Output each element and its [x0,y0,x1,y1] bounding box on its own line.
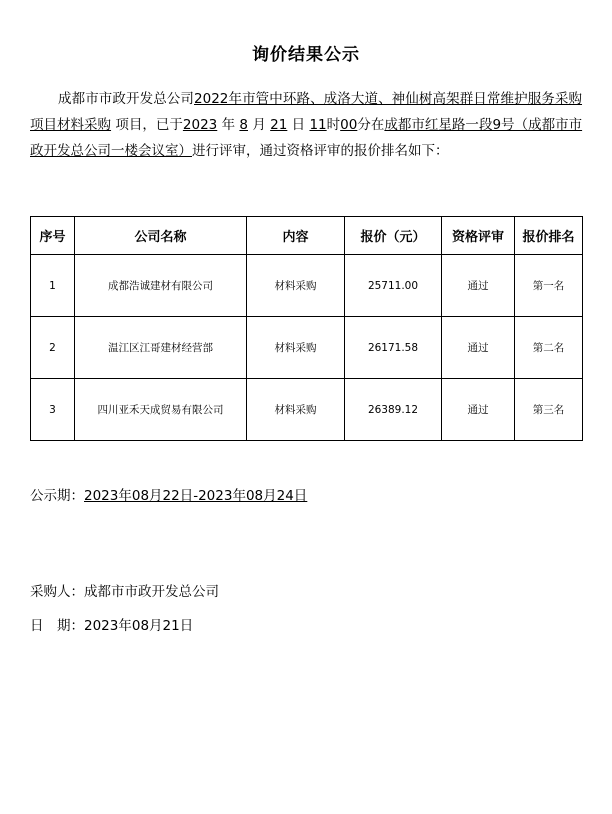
header-index: 序号 [31,217,75,255]
project-name: 2022年市管中环路、成洛大道、神仙树高架群日常维护服务采购项目材料采购 [30,91,583,133]
cell-qualification: 通过 [442,317,515,379]
publicity-label: 公示期： [30,488,84,504]
cell-qualification: 通过 [442,379,515,441]
table-row [31,379,583,441]
date-value: 2023年08月21日 [84,618,194,634]
buyer-name: 成都市市政开发总公司 [84,584,219,600]
cell-content: 材料采购 [247,317,345,379]
review-year: 2023 [182,117,218,133]
cell-rank: 第一名 [515,255,583,317]
header-content: 内容 [247,217,345,255]
table-row [31,255,583,317]
intro-company: 成都市市政开发总公司 [58,91,195,107]
results-table [30,216,583,441]
publicity-period-line [30,484,307,504]
cell-index: 2 [31,317,75,379]
intro-paragraph [30,86,582,164]
review-location: 成都市红星路一段9号（成都市市政开发总公司一楼会议室） [30,117,583,159]
buyer-line [30,580,219,600]
hour-label: 时 [326,117,341,133]
cell-qualification: 通过 [442,255,515,317]
header-company: 公司名称 [75,217,247,255]
intro-text-2: 项目，已于 [115,117,183,133]
cell-rank: 第三名 [515,379,583,441]
cell-company: 四川亚禾天成贸易有限公司 [75,379,247,441]
cell-company: 成都浩诚建材有限公司 [75,255,247,317]
date-line [30,614,193,634]
cell-index: 1 [31,255,75,317]
cell-index: 3 [31,379,75,441]
cell-price: 26171.58 [345,317,442,379]
intro-text-3: 进行评审，通过资格评审的报价排名如下： [192,143,449,159]
review-month: 8 [239,117,248,133]
cell-content: 材料采购 [247,255,345,317]
review-hour: 11 [309,117,327,133]
month-label: 月 [252,117,266,133]
cell-company: 温江区江哥建材经营部 [75,317,247,379]
header-rank: 报价排名 [515,217,583,255]
header-qualification: 资格评审 [442,217,515,255]
day-label: 日 [291,117,306,133]
cell-content: 材料采购 [247,379,345,441]
table-row [31,317,583,379]
publicity-period: 2023年08月22日-2023年08月24日 [84,488,308,504]
buyer-label: 采购人： [30,584,84,600]
minute-label: 分在 [357,117,385,133]
cell-price: 26389.12 [345,379,442,441]
review-day: 21 [270,117,288,133]
review-minute: 00 [340,117,358,133]
cell-rank: 第二名 [515,317,583,379]
table-header-row [31,217,583,255]
year-label: 年 [221,117,236,133]
cell-price: 25711.00 [345,255,442,317]
date-label: 日 期： [30,618,84,634]
page-title: 询价结果公示 [252,45,360,65]
header-price: 报价（元） [345,217,442,255]
